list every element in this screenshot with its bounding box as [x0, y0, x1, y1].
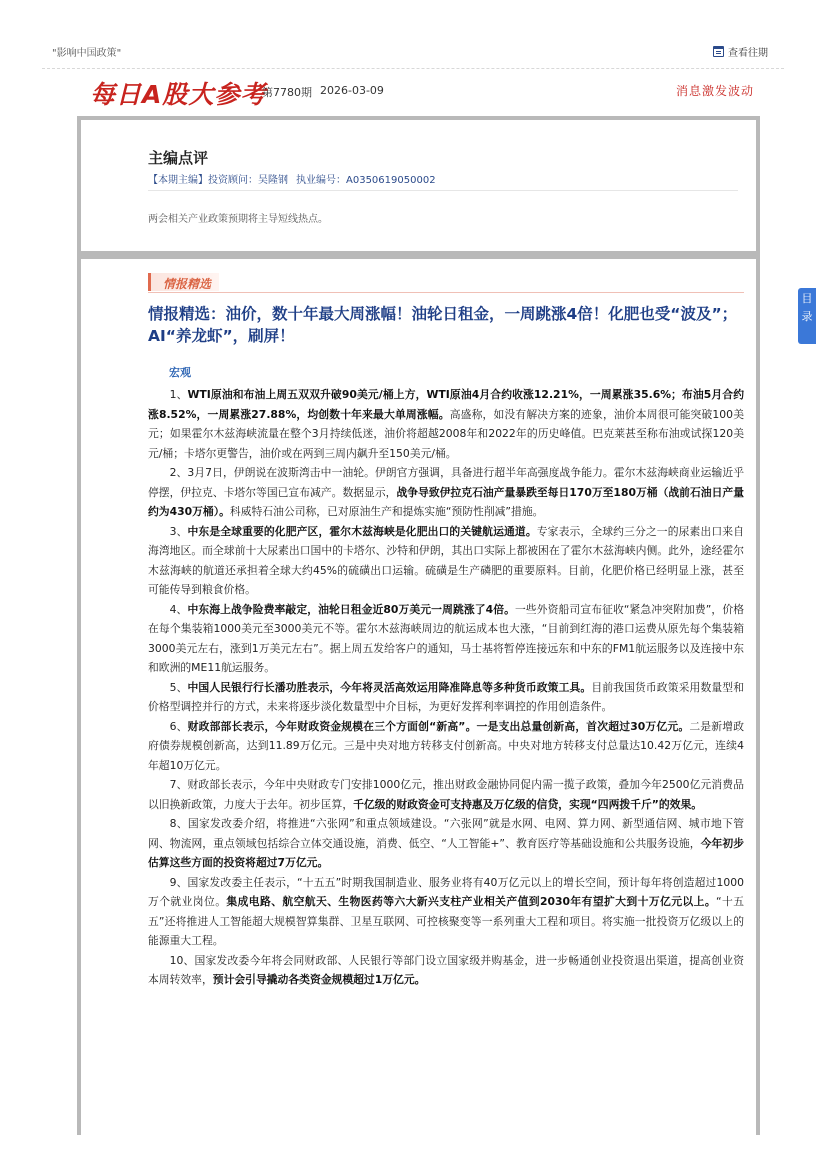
text: 高盛称，如没有解决方案的迹象，油价本周很可能突破100美元；如果霍尔木兹海峡流量在整个3月持续低迷，油价将超越2008年和2022年的历史峰值。巴克莱甚至称布油或试探120美元/桶；卡塔尔更警告，油价或在两到三周内飙升至150美元/桶。	[148, 407, 744, 460]
article-paragraph	[148, 951, 744, 990]
text: 3、	[169, 524, 188, 538]
article-paragraph	[148, 463, 744, 522]
text: 8、国家发改委介绍，将推进“六张网”和重点领域建设。“六张网”就是水网、电网、算力网、新型通信网、城市地下管网、物流网，重点领域包括综合立体交通设施，消费、低空、“人工智能+”、教育医疗等基础设施和公共服务设施，	[148, 817, 744, 850]
article-headline: 情报精选：油价，数十年最大周涨幅！油轮日租金，一周跳涨4倍！化肥也受“波及”；AI“养龙虾”，刷屏！	[148, 305, 738, 345]
intel-panel	[77, 255, 760, 1135]
toc-tab-button[interactable]	[798, 288, 816, 344]
section-tag	[148, 271, 744, 293]
bold-text: 财政部部长表示，今年财政资金规模在三个方面创“新高”。一是支出总量创新高，首次超过30万亿元。	[187, 719, 690, 733]
text: 目前我国货币政策采用数量型和价格型调控并行的方式，未来将逐步淡化数量型中介目标，为更好发挥利率调控的作用创造条件。	[148, 680, 745, 713]
issue-date: 2026-03-09	[320, 84, 384, 97]
bold-text: 预计会引导撬动各类资金规模超过1万亿元。	[212, 973, 426, 986]
article-paragraph	[148, 600, 744, 678]
text: 7、财政部长表示，今年中央财政专门安排1000亿元，推出财政金融协同促内需一揽子政策，叠加今年2500亿元消费品以旧换新政策，力度大于去年。初步匡算，	[148, 778, 744, 811]
article-paragraph	[148, 814, 744, 873]
issue-number: 第7780期	[262, 86, 312, 99]
text: 2、3月7日，伊朗说在波斯湾击中一油轮。伊朗官方强调，具备进行超半年高强度战争能力。霍尔木兹海峡商业运输近乎停摆，伊拉克、卡塔尔等国已宣布减产。数据显示，	[148, 466, 744, 499]
editor-comment-text: 两会相关产业政策预期将主导短线热点。	[148, 214, 328, 225]
text: “十五五”还将推进人工智能超大规模智算集群、卫星互联网、可控核聚变等一系列重大工程和项目。将实施一批投资万亿级以上的能源重大工程。	[148, 895, 745, 947]
bold-text: 今年初步估算这些方面的投资将超过7万亿元。	[148, 836, 745, 869]
bold-text: WTI原油和布油上周五双双升破90美元/桶上方，WTI原油4月合约收涨12.21%，一周累涨35.6%；布油5月合约涨8.52%，一周累涨27.88%，均创数十年来最大单周涨幅。	[148, 388, 745, 421]
bold-text: 战争导致伊拉克石油产量暴跌至每日170万至180万桶（战前石油日产量约为430万桶）。	[148, 485, 744, 518]
toc-tab-label[interactable]: 目 录	[801, 292, 813, 323]
editor-comment-title: 主编点评	[148, 149, 209, 167]
bold-text: 中国人民银行行长潘功胜表示，今年将灵活高效运用降准降息等多种货币政策工具。	[187, 680, 592, 694]
divider	[148, 190, 738, 191]
article-paragraph	[148, 775, 744, 814]
text: 1、	[169, 388, 188, 401]
editor-meta	[148, 171, 436, 186]
brand-logo: 每日A股大参考	[90, 80, 267, 109]
article-paragraph	[148, 717, 744, 776]
calendar-icon	[713, 46, 724, 57]
view-history-label[interactable]: 查看往期	[728, 48, 768, 59]
text: 9、国家发改委主任表示，“十五五”时期我国制造业、服务业将有40万亿元以上的增长空间，预计每年将创造超过1000万个就业岗位。	[148, 875, 744, 908]
article-body	[148, 385, 744, 990]
issue-info	[262, 84, 384, 100]
article-paragraph	[148, 873, 744, 951]
slogan: 消息激发波动	[675, 84, 754, 98]
section-tag-label: 情报精选	[163, 277, 212, 291]
text: 6、	[169, 719, 188, 733]
article-paragraph	[148, 385, 744, 463]
text: 一些外资船司宣布征收“紧急冲突附加费”，价格在每个集装箱1000美元至3000美元不等。霍尔木兹海峡周边的航运成本也大涨，“目前到红海的港口运费从原先每个集装箱3000美元左右，涨到1万美元左右”。据上周五发给客户的通知，马士基将暂停连接远东和中东的FM1航运服务以及连接中东和欧洲的ME11航运服务。	[148, 602, 745, 674]
bold-text: 千亿级的财政资金可支持惠及万亿级的信贷，实现“四两拨千斤”的效果。	[353, 797, 703, 811]
view-history-link[interactable]	[713, 44, 768, 59]
bold-text: 集成电路、航空航天、生物医药等六大新兴支柱产业相关产值到2030年有望扩大到十万亿元以上。	[226, 895, 717, 908]
text: 专家表示，全球约三分之一的尿素出口来自海湾地区。而全球前十大尿素出口国中的卡塔尔、沙特和伊朗，其出口实际上都被困在了霍尔木兹海峡内侧。此外，途经霍尔木兹海峡的航道还承担着全球大约45%的硫磺出口运输。硫磺是生产磷肥的重要原料。目前，化肥价格已经明显上涨，甚至可能传导到粮食价格。	[148, 524, 744, 596]
text: 4、	[169, 602, 188, 616]
text: 5、	[169, 680, 188, 694]
editor-license: 执业编号：A0350619050002	[296, 175, 436, 186]
text: 二是新增政府债券规模创新高，达到11.89万亿元。三是中央对地方转移支付创新高。中央对地方转移支付总量达10.42万亿元，连续4年超10万亿元。	[148, 719, 745, 772]
bold-text: 中东海上战争险费率敲定，油轮日租金近80万美元一周跳涨了4倍。	[187, 602, 515, 616]
tagline: "影响中国政策"	[52, 48, 122, 59]
article-paragraph	[148, 678, 744, 717]
section-heading-macro: 宏观	[169, 366, 191, 379]
text: 科威特石油公司称，已对原油生产和提炼实施“预防性削减”措施。	[229, 505, 544, 518]
bold-text: 中东是全球重要的化肥产区，霍尔木兹海峡是化肥出口的关键航运通道。	[187, 524, 537, 538]
editor-name: 【本期主编】投资顾问：吴隆钢	[148, 175, 288, 186]
editor-comment-panel	[77, 116, 760, 255]
article-paragraph	[148, 522, 744, 600]
text: 10、国家发改委今年将会同财政部、人民银行等部门设立国家级并购基金，进一步畅通创业投资退出渠道，提高创业资本周转效率，	[148, 953, 744, 986]
section-tag-box	[148, 273, 219, 291]
